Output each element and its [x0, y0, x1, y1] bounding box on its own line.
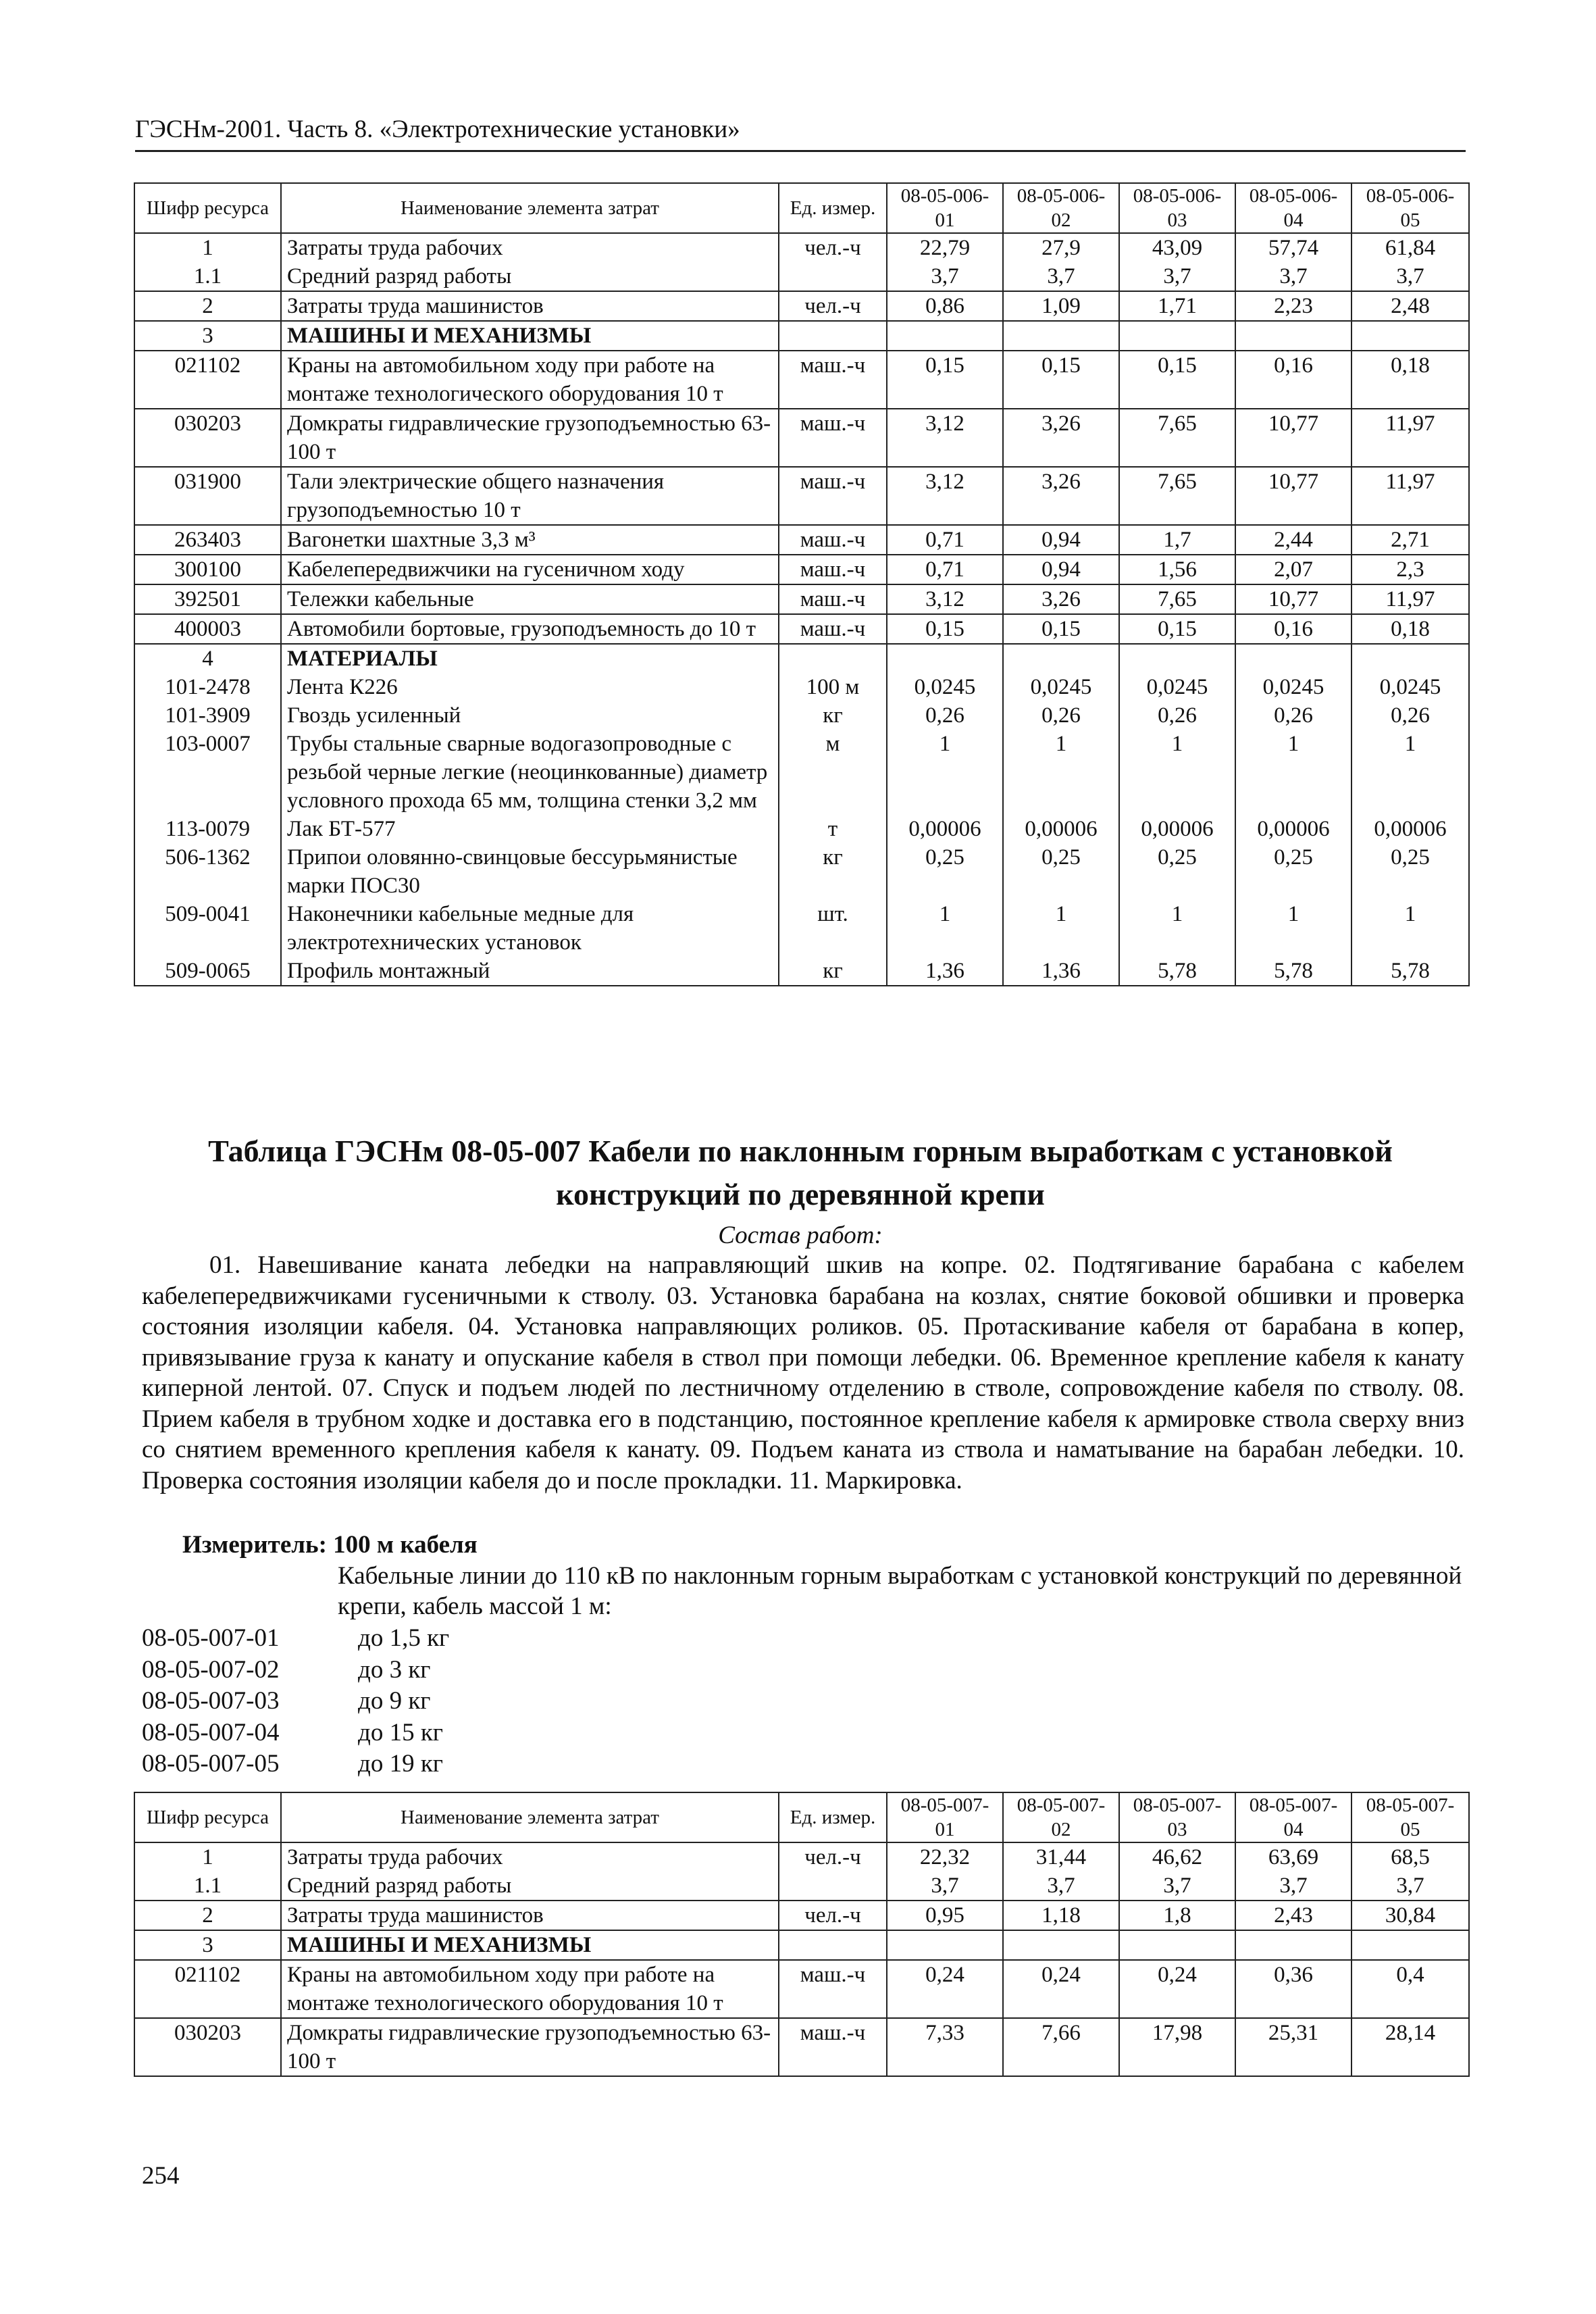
variant-desc: до 1,5 кг [358, 1624, 450, 1652]
cell-value: 1 [1352, 730, 1469, 815]
cell-unit: шт. [779, 900, 887, 957]
cell-value: 2,07 [1235, 555, 1352, 584]
cell-value: 25,31 [1235, 2018, 1352, 2076]
cell-value: 0,25 [1119, 843, 1235, 900]
resource-table-08-05-006 [134, 182, 1470, 986]
cell-value: 7,65 [1119, 584, 1235, 614]
cell-value: 2,3 [1352, 555, 1469, 584]
cell-value: 0,0245 [1003, 673, 1119, 701]
cell-unit: маш.-ч [779, 555, 887, 584]
cell-name: Краны на автомобильном ходу при работе на монтаже технологического оборудования 10 т [281, 1960, 779, 2018]
header-col-1: 08-05-007-01 [887, 1792, 1003, 1842]
cell-value [1119, 1930, 1235, 1960]
cell-value: 3,7 [1119, 1871, 1235, 1901]
cell-value [1119, 644, 1235, 673]
cell-value: 0,94 [1003, 525, 1119, 555]
table-row [134, 351, 1469, 409]
cell-value [887, 644, 1003, 673]
variant-desc: до 9 кг [358, 1687, 431, 1715]
cell-unit: маш.-ч [779, 351, 887, 409]
cell-value: 0,0245 [1235, 673, 1352, 701]
cell-name [281, 644, 779, 673]
cell-code: 400003 [134, 614, 281, 644]
header-col-5: 08-05-006-05 [1352, 183, 1469, 233]
header-code: Шифр ресурса [134, 183, 281, 233]
header-col-1: 08-05-006-01 [887, 183, 1003, 233]
cell-unit: маш.-ч [779, 1960, 887, 2018]
cell-name: Лента К226 [281, 673, 779, 701]
cell-value: 0,26 [1235, 701, 1352, 730]
cell-unit: кг [779, 843, 887, 900]
cell-value: 1 [1119, 730, 1235, 815]
cell-name: Средний разряд работы [281, 262, 779, 291]
header-unit: Ед. измер. [779, 1792, 887, 1842]
cell-name [281, 321, 779, 351]
cell-value [1352, 1930, 1469, 1960]
table-row [134, 614, 1469, 644]
table-row [134, 1871, 1469, 1901]
cell-unit: чел.-ч [779, 233, 887, 262]
cell-value: 0,26 [1003, 701, 1119, 730]
cell-value [1003, 644, 1119, 673]
cell-value: 68,5 [1352, 1842, 1469, 1871]
cell-value: 1 [1119, 900, 1235, 957]
cell-value: 1 [1235, 730, 1352, 815]
table-row [134, 1960, 1469, 2018]
cell-code: 2 [134, 1901, 281, 1930]
cell-value: 3,7 [1119, 262, 1235, 291]
section-title: Таблица ГЭСНм 08-05-007 Кабели по наклонным горным выработкам с установкой конструкций по деревянной крепи [208, 1134, 1393, 1211]
cell-value: 2,44 [1235, 525, 1352, 555]
table-row [134, 555, 1469, 584]
table-row [134, 233, 1469, 262]
table-header-row [134, 1792, 1469, 1842]
cell-value: 3,7 [1352, 262, 1469, 291]
cell-name: Затраты труда машинистов [281, 1901, 779, 1930]
cell-value: 3,12 [887, 409, 1003, 467]
cell-unit: чел.-ч [779, 291, 887, 321]
cell-value: 0,86 [887, 291, 1003, 321]
cell-name: Наконечники кабельные медные для электротехнических установок [281, 900, 779, 957]
cell-code: 4 [134, 644, 281, 673]
list-item [142, 1749, 449, 1780]
cell-value: 0,0245 [1119, 673, 1235, 701]
cell-code: 392501 [134, 584, 281, 614]
cell-value: 0,36 [1235, 1960, 1352, 2018]
cell-value: 1 [1235, 900, 1352, 957]
cell-value: 31,44 [1003, 1842, 1119, 1871]
header-code: Шифр ресурса [134, 1792, 281, 1842]
cell-value [1352, 644, 1469, 673]
cell-value [1235, 321, 1352, 351]
cell-value: 10,77 [1235, 584, 1352, 614]
header-name: Наименование элемента затрат [281, 1792, 779, 1842]
variant-desc: до 15 кг [358, 1718, 443, 1746]
cell-code: 030203 [134, 2018, 281, 2076]
cell-value: 0,25 [1003, 843, 1119, 900]
table-row [134, 409, 1469, 467]
variant-intro: Кабельные линии до 110 кВ по наклонным горным выработкам с установкой конструкций по деревянной крепи, кабель массой 1 м: [338, 1562, 1462, 1620]
variant-code: 08-05-007-02 [142, 1655, 280, 1684]
cell-value [887, 1930, 1003, 1960]
cell-unit: маш.-ч [779, 584, 887, 614]
header-name: Наименование элемента затрат [281, 183, 779, 233]
cell-name: Автомобили бортовые, грузоподъемность до 10 т [281, 614, 779, 644]
table-row [134, 584, 1469, 614]
resource-table-08-05-007 [134, 1792, 1470, 2077]
cell-value: 0,15 [887, 614, 1003, 644]
page-number: 254 [142, 2162, 180, 2190]
cell-value: 1 [887, 730, 1003, 815]
variant-code: 08-05-007-05 [142, 1750, 280, 1778]
cell-value: 5,78 [1235, 957, 1352, 986]
cell-value: 0,94 [1003, 555, 1119, 584]
cell-unit [779, 262, 887, 291]
cell-code: 509-0065 [134, 957, 281, 986]
cell-value [1235, 1930, 1352, 1960]
cell-value: 3,7 [1003, 1871, 1119, 1901]
cell-value: 0,25 [887, 843, 1003, 900]
cell-name-text: МАШИНЫ И МЕХАНИЗМЫ [287, 324, 592, 348]
cell-value: 0,26 [1119, 701, 1235, 730]
cell-value: 61,84 [1352, 233, 1469, 262]
cell-value: 7,66 [1003, 2018, 1119, 2076]
meter-line: Измеритель: 100 м кабеля [182, 1531, 478, 1559]
composition-text: 01. Навешивание каната лебедки на направляющий шкив на копре. 02. Подтягивание барабана с кабелем кабелепередвижчиками гусеничными к стволу. 03. Установка барабана на козлах, снятие боковой обшивки и проверка состояния изоляции кабеля. 04. Установка направляющих роликов. 05. Протаскивание кабеля от барабана в копер, привязывание груза к канату и опускание кабеля в ствол при помощи лебедки. 06. Временное крепление кабеля к канату киперной лентой. 07. Спуск и подъем людей по лестничному отделению в стволе, сопровождение кабеля по стволу. 08. Прием кабеля в трубном ходке и доставка его в подстанцию, постоянное крепление кабеля к армировке ствола сверху вниз со снятием временного крепления кабеля к канату. 09. Подъем каната из ствола и наматывание на барабан лебедки. 10. Проверка состояния изоляции кабеля до и после прокладки. 11. Маркировка. [142, 1251, 1464, 1494]
cell-name [281, 1930, 779, 1960]
cell-value: 27,9 [1003, 233, 1119, 262]
cell-value: 1,8 [1119, 1901, 1235, 1930]
variant-desc: до 3 кг [358, 1655, 431, 1684]
cell-unit: маш.-ч [779, 525, 887, 555]
cell-code: 101-2478 [134, 673, 281, 701]
cell-code: 509-0041 [134, 900, 281, 957]
table-row [134, 525, 1469, 555]
cell-value: 10,77 [1235, 409, 1352, 467]
cell-value: 3,7 [1003, 262, 1119, 291]
cell-value: 7,65 [1119, 409, 1235, 467]
cell-code: 103-0007 [134, 730, 281, 815]
table-row [134, 467, 1469, 525]
cell-name: Лак БТ-577 [281, 815, 779, 843]
cell-name: Трубы стальные сварные водогазопроводные с резьбой черные легкие (неоцинкованные) диаметр условного прохода 65 мм, толщина стенки 3,2 мм [281, 730, 779, 815]
cell-value: 0,26 [887, 701, 1003, 730]
cell-unit: маш.-ч [779, 467, 887, 525]
cell-code: 021102 [134, 1960, 281, 2018]
table-row [134, 701, 1469, 730]
cell-value: 5,78 [1119, 957, 1235, 986]
table-row [134, 1901, 1469, 1930]
cell-code: 3 [134, 1930, 281, 1960]
cell-name: Краны на автомобильном ходу при работе на монтаже технологического оборудования 10 т [281, 351, 779, 409]
cell-value: 17,98 [1119, 2018, 1235, 2076]
cell-name: Затраты труда машинистов [281, 291, 779, 321]
cell-value: 3,7 [887, 1871, 1003, 1901]
cell-value: 0,71 [887, 525, 1003, 555]
cell-value: 0,15 [1003, 614, 1119, 644]
cell-value: 0,18 [1352, 351, 1469, 409]
table-row [134, 291, 1469, 321]
cell-value: 0,16 [1235, 614, 1352, 644]
cell-value: 1,7 [1119, 525, 1235, 555]
cell-value: 7,65 [1119, 467, 1235, 525]
cell-value: 0,15 [1119, 351, 1235, 409]
cell-value [1003, 1930, 1119, 1960]
cell-value: 3,7 [1235, 262, 1352, 291]
cell-code: 506-1362 [134, 843, 281, 900]
cell-value: 3,26 [1003, 409, 1119, 467]
cell-code: 1.1 [134, 1871, 281, 1901]
list-item [142, 1717, 449, 1749]
cell-value: 1 [1003, 730, 1119, 815]
cell-value: 0,0245 [1352, 673, 1469, 701]
header-col-4: 08-05-006-04 [1235, 183, 1352, 233]
cell-unit: маш.-ч [779, 409, 887, 467]
cell-unit [779, 644, 887, 673]
cell-value: 5,78 [1352, 957, 1469, 986]
cell-value [1003, 321, 1119, 351]
cell-value: 0,00006 [1003, 815, 1119, 843]
cell-value: 22,32 [887, 1842, 1003, 1871]
cell-unit: маш.-ч [779, 2018, 887, 2076]
variant-desc: до 19 кг [358, 1750, 443, 1778]
cell-value: 0,18 [1352, 614, 1469, 644]
table-row [134, 1842, 1469, 1871]
variant-list [142, 1623, 449, 1780]
table-row [134, 900, 1469, 957]
header-col-2: 08-05-007-02 [1003, 1792, 1119, 1842]
cell-unit: м [779, 730, 887, 815]
cell-code: 030203 [134, 409, 281, 467]
cell-value: 0,00006 [887, 815, 1003, 843]
cell-unit: кг [779, 701, 887, 730]
variant-code: 08-05-007-03 [142, 1687, 280, 1715]
cell-value: 0,4 [1352, 1960, 1469, 2018]
table-row [134, 321, 1469, 351]
cell-value [887, 321, 1003, 351]
cell-value: 0,15 [887, 351, 1003, 409]
cell-value: 2,23 [1235, 291, 1352, 321]
cell-name: Кабелепередвижчики на гусеничном ходу [281, 555, 779, 584]
cell-unit: маш.-ч [779, 614, 887, 644]
cell-code: 2 [134, 291, 281, 321]
cell-name: Тележки кабельные [281, 584, 779, 614]
cell-value: 1,56 [1119, 555, 1235, 584]
cell-value: 1,36 [887, 957, 1003, 986]
table-row [134, 673, 1469, 701]
cell-value: 0,25 [1352, 843, 1469, 900]
cell-code: 1.1 [134, 262, 281, 291]
cell-value: 3,12 [887, 584, 1003, 614]
variant-code: 08-05-007-01 [142, 1624, 280, 1652]
table-row [134, 730, 1469, 815]
cell-value: 0,71 [887, 555, 1003, 584]
table-row [134, 644, 1469, 673]
header-col-5: 08-05-007-05 [1352, 1792, 1469, 1842]
cell-value: 1,18 [1003, 1901, 1119, 1930]
table-header-row [134, 183, 1469, 233]
cell-name: Домкраты гидравлические грузоподъемностью 63-100 т [281, 2018, 779, 2076]
cell-value: 0,15 [1003, 351, 1119, 409]
header-col-4: 08-05-007-04 [1235, 1792, 1352, 1842]
cell-value [1235, 644, 1352, 673]
list-item [142, 1623, 449, 1655]
cell-value: 63,69 [1235, 1842, 1352, 1871]
list-item [142, 1655, 449, 1686]
cell-code: 101-3909 [134, 701, 281, 730]
cell-unit: 100 м [779, 673, 887, 701]
cell-value: 3,26 [1003, 467, 1119, 525]
cell-code: 021102 [134, 351, 281, 409]
table-row [134, 2018, 1469, 2076]
cell-value: 7,33 [887, 2018, 1003, 2076]
cell-value: 3,12 [887, 467, 1003, 525]
table-row [134, 815, 1469, 843]
header-unit: Ед. измер. [779, 183, 887, 233]
list-item [142, 1686, 449, 1717]
cell-value: 2,48 [1352, 291, 1469, 321]
cell-value: 1,09 [1003, 291, 1119, 321]
cell-name: Домкраты гидравлические грузоподъемностью 63-100 т [281, 409, 779, 467]
cell-value: 46,62 [1119, 1842, 1235, 1871]
cell-code: 113-0079 [134, 815, 281, 843]
cell-value: 43,09 [1119, 233, 1235, 262]
cell-value: 0,00006 [1119, 815, 1235, 843]
cell-value: 1,71 [1119, 291, 1235, 321]
cell-name: Профиль монтажный [281, 957, 779, 986]
cell-value: 2,43 [1235, 1901, 1352, 1930]
cell-value: 0,95 [887, 1901, 1003, 1930]
cell-value [1119, 321, 1235, 351]
cell-name: Тали электрические общего назначения грузоподъемностью 10 т [281, 467, 779, 525]
cell-code: 3 [134, 321, 281, 351]
cell-value: 0,0245 [887, 673, 1003, 701]
cell-value: 11,97 [1352, 467, 1469, 525]
cell-value: 28,14 [1352, 2018, 1469, 2076]
cell-value: 3,7 [1235, 1871, 1352, 1901]
cell-value: 3,7 [1352, 1871, 1469, 1901]
cell-unit: чел.-ч [779, 1842, 887, 1871]
cell-value: 11,97 [1352, 584, 1469, 614]
cell-code: 031900 [134, 467, 281, 525]
cell-value: 11,97 [1352, 409, 1469, 467]
cell-value: 2,71 [1352, 525, 1469, 555]
table-row [134, 262, 1469, 291]
cell-value: 0,15 [1119, 614, 1235, 644]
cell-value: 0,00006 [1235, 815, 1352, 843]
table-row [134, 957, 1469, 986]
cell-name: Затраты труда рабочих [281, 233, 779, 262]
cell-unit: кг [779, 957, 887, 986]
variant-code: 08-05-007-04 [142, 1718, 280, 1746]
cell-value: 3,26 [1003, 584, 1119, 614]
cell-unit [779, 1930, 887, 1960]
cell-unit: т [779, 815, 887, 843]
cell-value: 22,79 [887, 233, 1003, 262]
cell-value: 0,24 [887, 1960, 1003, 2018]
table-row [134, 843, 1469, 900]
cell-code: 1 [134, 233, 281, 262]
header-col-3: 08-05-007-03 [1119, 1792, 1235, 1842]
cell-value: 0,25 [1235, 843, 1352, 900]
running-header: ГЭСНм-2001. Часть 8. «Электротехнические установки» [135, 112, 1466, 152]
cell-name: Затраты труда рабочих [281, 1842, 779, 1871]
cell-value: 0,00006 [1352, 815, 1469, 843]
cell-unit: чел.-ч [779, 1901, 887, 1930]
header-col-3: 08-05-006-03 [1119, 183, 1235, 233]
cell-name: Вагонетки шахтные 3,3 м³ [281, 525, 779, 555]
cell-name-text: МАШИНЫ И МЕХАНИЗМЫ [287, 1933, 592, 1957]
cell-name: Средний разряд работы [281, 1871, 779, 1901]
table-row [134, 1930, 1469, 1960]
cell-value: 1 [887, 900, 1003, 957]
cell-name: Припои оловянно-свинцовые бессурьмянистые марки ПОС30 [281, 843, 779, 900]
cell-value: 1 [1352, 900, 1469, 957]
cell-unit [779, 1871, 887, 1901]
cell-code: 263403 [134, 525, 281, 555]
cell-value [1352, 321, 1469, 351]
cell-value: 0,26 [1352, 701, 1469, 730]
header-col-2: 08-05-006-02 [1003, 183, 1119, 233]
composition-heading: Состав работ: [718, 1222, 883, 1249]
cell-code: 1 [134, 1842, 281, 1871]
cell-code: 300100 [134, 555, 281, 584]
cell-value: 0,24 [1119, 1960, 1235, 2018]
cell-unit [779, 321, 887, 351]
cell-value: 0,16 [1235, 351, 1352, 409]
cell-value: 1,36 [1003, 957, 1119, 986]
cell-value: 30,84 [1352, 1901, 1469, 1930]
cell-value: 3,7 [887, 262, 1003, 291]
cell-name: Гвоздь усиленный [281, 701, 779, 730]
cell-value: 1 [1003, 900, 1119, 957]
cell-name-text: МАТЕРИАЛЫ [287, 647, 438, 671]
cell-value: 10,77 [1235, 467, 1352, 525]
cell-value: 0,24 [1003, 1960, 1119, 2018]
cell-value: 57,74 [1235, 233, 1352, 262]
